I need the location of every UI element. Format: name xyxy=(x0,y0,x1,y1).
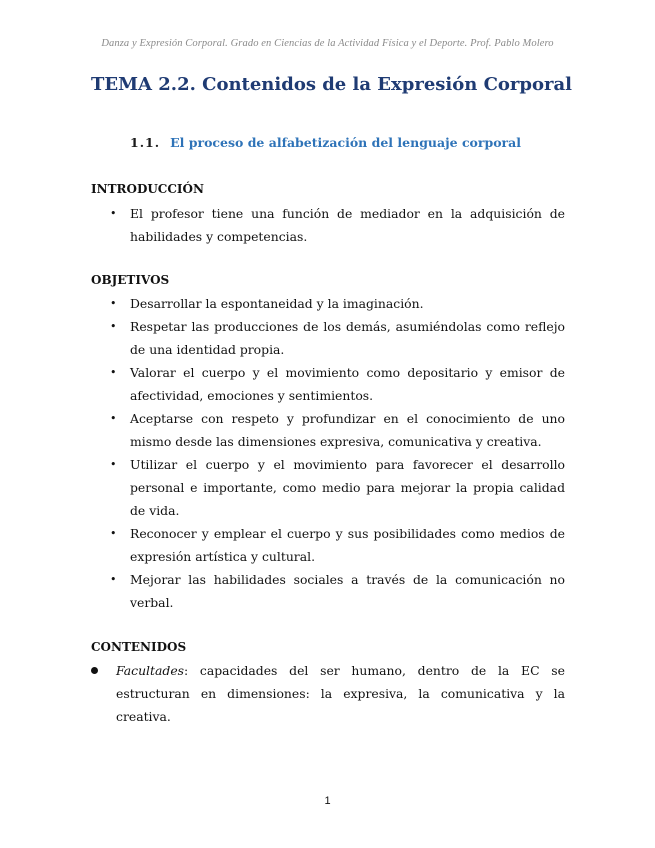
running-header: Danza y Expresión Corporal. Grado en Ciencias de la Actividad Física y el Deporte. Prof. Pablo Molero xyxy=(101,38,554,49)
subtitle-number: 1.1. xyxy=(130,135,161,150)
bullet-icon xyxy=(91,667,98,674)
objetivos-list xyxy=(110,292,565,614)
contenidos-heading: CONTENIDOS xyxy=(91,640,187,654)
bullet-icon: • xyxy=(110,207,117,220)
list-item: • Utilizar el cuerpo y el movimiento para favorecer el desarrollo personal e importante, como medio para mejorar la propia calidad de vida. xyxy=(110,453,565,522)
bullet-icon: • xyxy=(110,412,117,425)
contenidos-list xyxy=(91,659,565,728)
bullet-icon: • xyxy=(110,458,117,471)
bullet-icon: • xyxy=(110,527,117,540)
list-item: • El profesor tiene una función de mediador en la adquisición de habilidades y competencias. xyxy=(110,202,565,248)
list-item: • Valorar el cuerpo y el movimiento como depositario y emisor de afectividad, emociones y sentimientos. xyxy=(110,361,565,407)
page-title: TEMA 2.2. Contenidos de la Expresión Corporal xyxy=(91,74,572,95)
list-item: • Respetar las producciones de los demás, asumiéndolas como reflejo de una identidad propia. xyxy=(110,315,565,361)
page-number: 1 xyxy=(324,795,331,807)
section-subtitle xyxy=(130,135,521,150)
list-item: • Desarrollar la espontaneidad y la imaginación. xyxy=(110,292,565,315)
bullet-icon: • xyxy=(110,320,117,333)
list-item: • Mejorar las habilidades sociales a través de la comunicación no verbal. xyxy=(110,568,565,614)
list-item: • Aceptarse con respeto y profundizar en el conocimiento de uno mismo desde las dimensiones expresiva, comunicativa y creativa. xyxy=(110,407,565,453)
list-item: • Reconocer y emplear el cuerpo y sus posibilidades como medios de expresión artística y cultural. xyxy=(110,522,565,568)
list-item: Facultades: capacidades del ser humano, dentro de la EC se estructuran en dimensiones: la expresiva, la comunicativa y la creativa. xyxy=(91,659,565,728)
introduccion-list xyxy=(110,202,565,248)
term-facultades: Facultades xyxy=(116,663,185,678)
subtitle-text: El proceso de alfabetización del lenguaje corporal xyxy=(170,135,521,150)
objetivos-heading: OBJETIVOS xyxy=(91,273,170,287)
bullet-icon: • xyxy=(110,297,117,310)
introduccion-heading: INTRODUCCIÓN xyxy=(91,182,204,196)
bullet-icon: • xyxy=(110,366,117,379)
bullet-icon: • xyxy=(110,573,117,586)
